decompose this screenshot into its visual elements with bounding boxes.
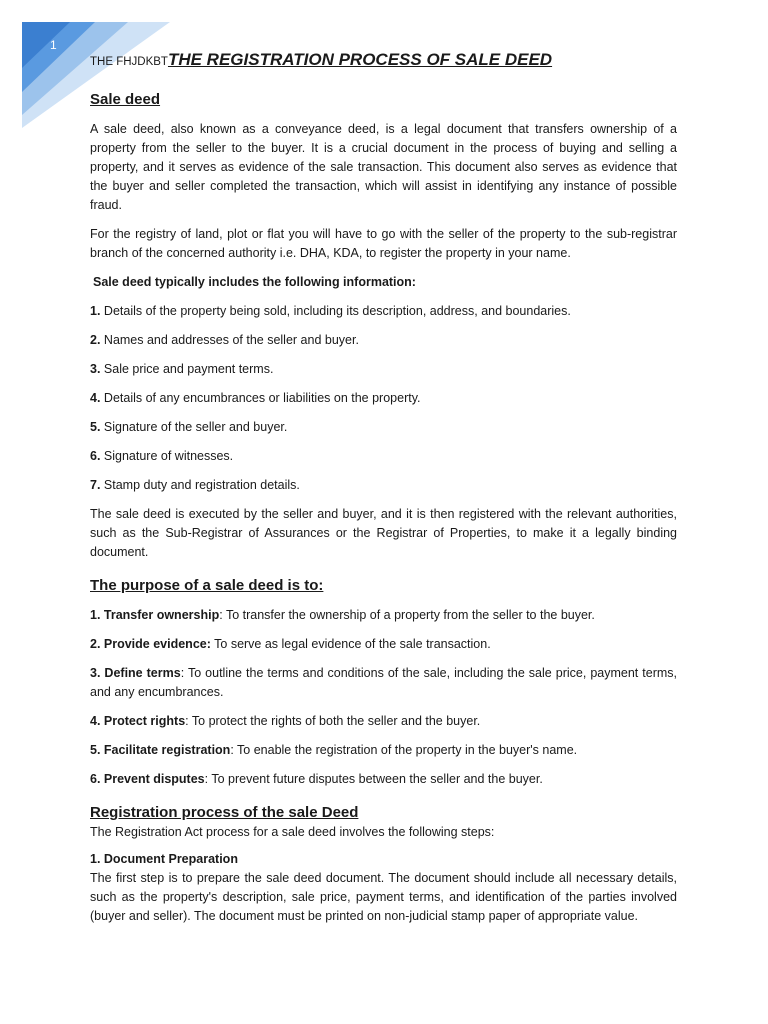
purpose-item: 1. Transfer ownership: To transfer the ownership of a property from the seller to the buyer. — [90, 608, 595, 622]
list-item: 4. Details of any encumbrances or liabilities on the property. — [90, 391, 421, 405]
sale-deed-paragraph-2: For the registry of land, plot or flat you will have to go with the seller of the property to the sub-registrar branch of the concerned authority i.e. DHA, KDA, to register the property in your name. — [90, 227, 677, 260]
purpose-item: 6. Prevent disputes: To prevent future disputes between the seller and the buyer. — [90, 772, 543, 786]
sale-deed-closing: The sale deed is executed by the seller and buyer, and it is then registered with the relevant authorities, such as the Sub-Registrar of Assurances or the Registrar of Properties, to make it a legally binding document. — [90, 507, 677, 559]
purpose-item: 2. Provide evidence: To serve as legal evidence of the sale transaction. — [90, 637, 491, 651]
title-main: THE REGISTRATION PROCESS OF SALE DEED — [167, 50, 553, 69]
includes-heading: Sale deed typically includes the following information: — [93, 275, 416, 289]
list-item: 1. Details of the property being sold, including its description, address, and boundaries. — [90, 304, 571, 318]
title-prefix: THE FHJDKBT — [90, 56, 168, 68]
document-title — [90, 50, 677, 72]
sale-deed-paragraph-1: A sale deed, also known as a conveyance deed, is a legal document that transfers ownership of a property from the seller to the buyer. It is a crucial document in the process of buying and selling a property, and it serves as evidence of the sale transaction. This document also serves as evidence that the buyer and seller completed the transaction, which will assist in identifying any instance of possible fraud. — [90, 122, 677, 212]
heading-sale-deed: Sale deed — [90, 91, 161, 108]
document-body — [90, 50, 677, 936]
list-item: 7. Stamp duty and registration details. — [90, 478, 300, 492]
step-1-text: The first step is to prepare the sale deed document. The document should include all necessary details, such as the property's description, sale price, payment terms, and identification of the parties involved (buyer and seller). The document must be printed on non-judicial stamp paper of appropriate value. — [90, 871, 677, 923]
purpose-item: 5. Facilitate registration: To enable the registration of the property in the buyer's name. — [90, 743, 578, 757]
list-item: 2. Names and addresses of the seller and buyer. — [90, 333, 359, 347]
heading-registration: Registration process of the sale Deed — [90, 804, 359, 821]
heading-purpose: The purpose of a sale deed is to: — [90, 577, 324, 594]
list-item: 3. Sale price and payment terms. — [90, 362, 274, 376]
purpose-item: 3. Define terms: To outline the terms and conditions of the sale, including the sale price, payment terms, and any encumbrances. — [90, 666, 678, 699]
purpose-item: 4. Protect rights: To protect the rights of both the seller and the buyer. — [90, 714, 481, 728]
list-item: 6. Signature of witnesses. — [90, 449, 234, 463]
step-1-heading: 1. Document Preparation — [90, 852, 238, 866]
page-number: 1 — [50, 38, 57, 52]
registration-intro: The Registration Act process for a sale deed involves the following steps: — [90, 825, 495, 839]
list-item: 5. Signature of the seller and buyer. — [90, 420, 288, 434]
